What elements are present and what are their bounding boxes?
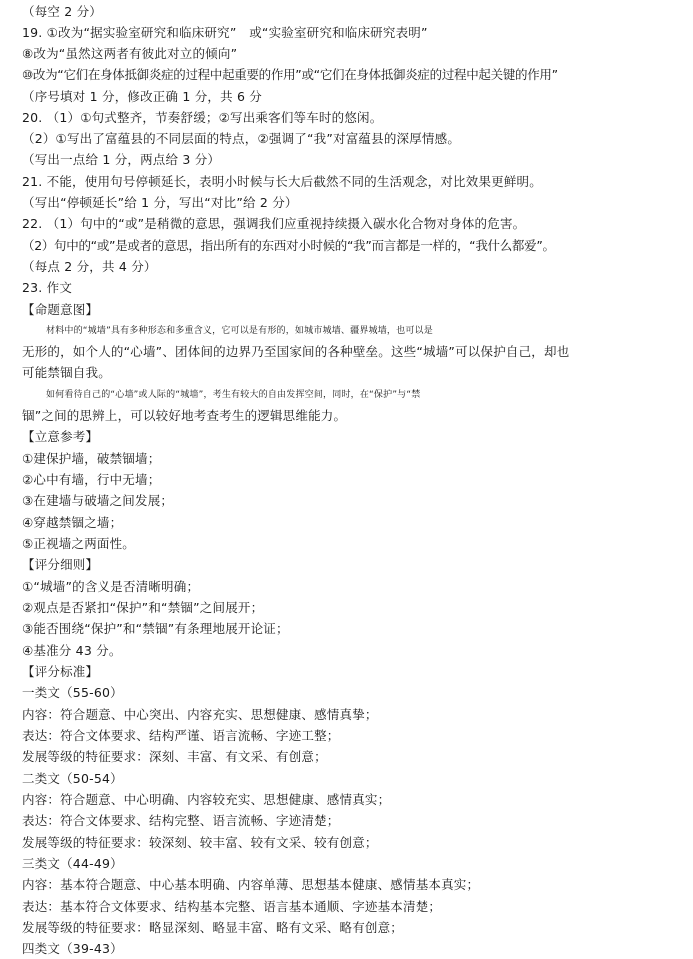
criteria-line: 表达：基本符合文体要求、结构基本完整、语言基本通顺、字迹基本清楚； (22, 899, 442, 914)
list-item: ②观点是否紧扣“保护”和“禁锢”之间展开； (22, 600, 264, 615)
section-heading: 【评分标准】 (22, 664, 99, 679)
answer-line: （写出一点给 1 分，两点给 3 分） (22, 152, 221, 167)
section-heading: 【评分细则】 (22, 557, 99, 572)
list-item: ②心中有墙，行中无墙； (22, 472, 161, 487)
list-item: ③能否围绕“保护”和“禁锢”有条理地展开论证； (22, 621, 289, 636)
paragraph-line: 如何看待自己的“心墙”或人际的“城墙”，考生有较大的自由发挥空间，同时，在“保护”与“禁 (46, 390, 421, 400)
list-item: ④穿越禁锢之墙； (22, 515, 123, 530)
answer-line: 21. 不能，使用句号停顿延长，表明小时候与长大后截然不同的生活观念，对比效果更鲜明。 (22, 174, 542, 189)
criteria-line: 内容：符合题意、中心突出、内容充实、思想健康、感情真挚； (22, 707, 378, 722)
answer-line: ⑧改为“虽然这两者有彼此对立的倾向” (22, 46, 238, 61)
criteria-line: 发展等级的特征要求：略显深刻、略显丰富、略有文采、略有创意； (22, 920, 404, 935)
answer-line: （序号填对 1 分，修改正确 1 分，共 6 分 (22, 89, 262, 104)
answer-line: （2）①写出了富蕴县的不同层面的特点，②强调了“我”对富蕴县的深厚情感。 (22, 131, 461, 146)
criteria-line: 发展等级的特征要求：较深刻、较丰富、较有文采、较有创意； (22, 835, 378, 850)
list-item: ④基准分 43 分。 (22, 643, 122, 658)
section-heading: 【命题意图】 (22, 302, 99, 317)
paragraph-line: 无形的，如个人的“心墙”、团体间的边界乃至国家间的各种壁垒。这些“城墙”可以保护自己，却也 (22, 344, 570, 359)
answer-line: ⑩改为“它们在身体抵御炎症的过程中起重要的作用”或“它们在身体抵御炎症的过程中起关键的作用” (22, 67, 558, 82)
criteria-line: 表达：符合文体要求、结构完整、语言流畅、字迹清楚； (22, 813, 340, 828)
answer-line: （每空 2 分） (22, 4, 102, 19)
answer-line: 20. （1）①句式整齐，节奏舒缓；②写出乘客们等车时的悠闲。 (22, 110, 383, 125)
paragraph-line: 可能禁锢自我。 (22, 365, 111, 380)
answer-line: （写出“停顿延长”给 1 分，写出“对比”给 2 分） (22, 195, 298, 210)
answer-line: （每点 2 分，共 4 分） (22, 259, 157, 274)
answer-line: 19. ①改为“据实验室研究和临床研究” 或“实验室研究和临床研究表明” (22, 25, 428, 40)
answer-line: （2）句中的“或”是或者的意思，指出所有的东西对小时候的“我”而言都是一样的，“我什么都爱”。 (22, 238, 555, 253)
criteria-line: 发展等级的特征要求：深刻、丰富、有文采、有创意； (22, 749, 327, 764)
list-item: ③在建墙与破墙之间发展； (22, 493, 174, 508)
grade-heading: 三类文（44-49） (22, 856, 123, 871)
section-heading: 【立意参考】 (22, 429, 99, 444)
grade-heading: 一类文（55-60） (22, 685, 123, 700)
grade-heading: 四类文（39-43） (22, 941, 123, 956)
list-item: ①建保护墙，破禁锢墙； (22, 451, 161, 466)
list-item: ①“城墙”的含义是否清晰明确； (22, 579, 200, 594)
grade-heading: 二类文（50-54） (22, 771, 123, 786)
criteria-line: 表达：符合文体要求、结构严谨、语言流畅、字迹工整； (22, 728, 340, 743)
answer-line: 22. （1）句中的“或”是稍微的意思，强调我们应重视持续摄入碳水化合物对身体的危害。 (22, 216, 526, 231)
paragraph-line: 材料中的“城墙”具有多种形态和多重含义，它可以是有形的，如城市城墙、疆界城墙，也可以是 (46, 326, 433, 336)
criteria-line: 内容：符合题意、中心明确、内容较充实、思想健康、感情真实； (22, 792, 391, 807)
question-heading: 23. 作文 (22, 280, 73, 295)
list-item: ⑤正视墙之两面性。 (22, 536, 136, 551)
paragraph-line: 锢”之间的思辨上，可以较好地考查考生的逻辑思维能力。 (22, 408, 347, 423)
criteria-line: 内容：基本符合题意、中心基本明确、内容单薄、思想基本健康、感情基本真实； (22, 877, 480, 892)
